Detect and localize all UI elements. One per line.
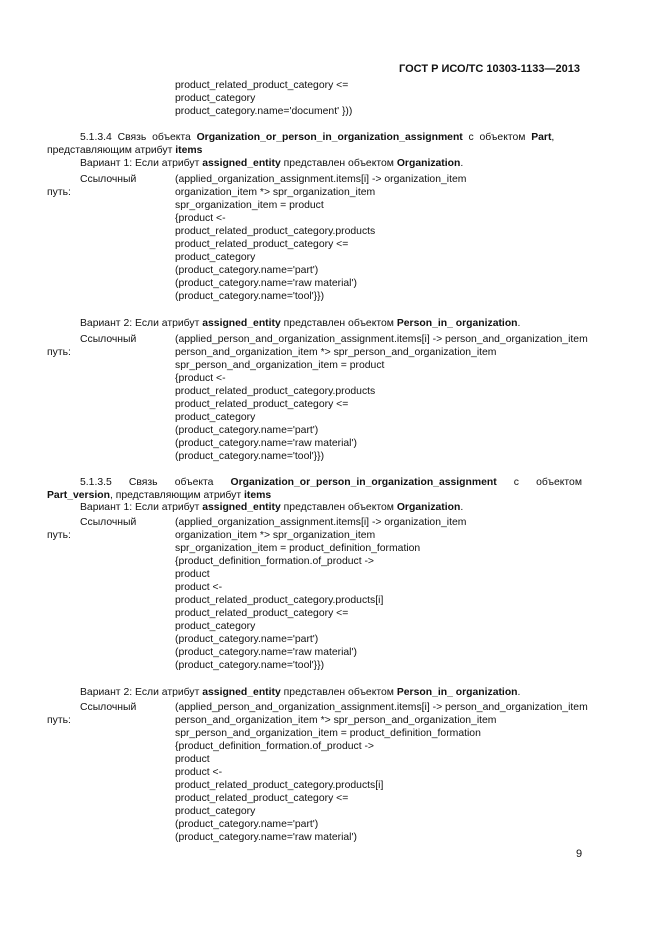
code-line: (product_category.name='raw material') bbox=[175, 278, 357, 289]
code-line: (product_category.name='raw material') bbox=[175, 647, 357, 658]
standard-header: ГОСТ Р ИСО/ТС 10303-1133—2013 bbox=[399, 63, 580, 75]
code-line: product_category bbox=[175, 806, 256, 817]
entity-name: Organization_or_person_in_organization_assignment bbox=[196, 132, 463, 143]
ref-path-label: Ссылочный bbox=[80, 702, 137, 713]
code-line: product_category bbox=[175, 412, 256, 423]
code-line: product_category.name='document' })) bbox=[175, 106, 353, 117]
variant-2-line: Вариант 2: Если атрибут assigned_entity представлен объектом Person_in_ organization. bbox=[80, 687, 521, 698]
code-line: spr_organization_item = product_definition_formation bbox=[175, 543, 421, 554]
code-line: product_related_product_category <= bbox=[175, 399, 349, 410]
code-line: product_related_product_category.products[i] bbox=[175, 595, 384, 606]
code-line: product <- bbox=[175, 582, 223, 593]
section-5135-heading-cont: Part_version, представляющим атрибут items bbox=[47, 490, 272, 501]
code-line: {product_definition_formation.of_product -> bbox=[175, 741, 374, 752]
code-line: spr_organization_item = product bbox=[175, 200, 324, 211]
code-line: organization_item *> spr_organization_item bbox=[175, 530, 376, 541]
code-line: product_related_product_category <= bbox=[175, 80, 349, 91]
code-line: (product_category.name='raw material') bbox=[175, 832, 357, 843]
code-line: (applied_organization_assignment.items[i] -> organization_item bbox=[175, 174, 467, 185]
ref-path-label: Ссылочный bbox=[80, 517, 137, 528]
target-entity: Part_version bbox=[47, 490, 110, 501]
code-line: spr_person_and_organization_item = product_definition_formation bbox=[175, 728, 481, 739]
code-line: {product <- bbox=[175, 373, 226, 384]
code-line: (product_category.name='tool'}}) bbox=[175, 291, 325, 302]
ref-path-label-cont: путь: bbox=[47, 715, 71, 726]
page-number: 9 bbox=[576, 848, 583, 860]
code-line: (product_category.name='tool'}}) bbox=[175, 660, 325, 671]
section-5135-heading: 5.1.3.5 Связь объекта Organization_or_person_in_organization_assignment с объектом bbox=[80, 477, 582, 488]
code-line: product_category bbox=[175, 621, 256, 632]
code-line: {product <- bbox=[175, 213, 226, 224]
code-line: product_related_product_category <= bbox=[175, 793, 349, 804]
code-line: product_related_product_category.products[i] bbox=[175, 780, 384, 791]
section-5134-heading-cont: представляющим атрибут items bbox=[47, 145, 203, 156]
code-line: (applied_organization_assignment.items[i] -> organization_item bbox=[175, 517, 467, 528]
code-line: (product_category.name='part') bbox=[175, 819, 319, 830]
code-line: product_category bbox=[175, 252, 256, 263]
code-line: {product_definition_formation.of_product -> bbox=[175, 556, 374, 567]
variant-2-line: Вариант 2: Если атрибут assigned_entity представлен объектом Person_in_ organization. bbox=[80, 318, 521, 329]
code-line: (product_category.name='tool'}}) bbox=[175, 451, 325, 462]
ref-path-label-cont: путь: bbox=[47, 530, 71, 541]
ref-path-label: Ссылочный bbox=[80, 334, 137, 345]
code-line: product bbox=[175, 754, 210, 765]
code-line: product_related_product_category.products bbox=[175, 226, 376, 237]
code-line: (product_category.name='part') bbox=[175, 265, 319, 276]
code-line: (product_category.name='part') bbox=[175, 425, 319, 436]
code-line: (product_category.name='raw material') bbox=[175, 438, 357, 449]
code-line: product <- bbox=[175, 767, 223, 778]
ref-path-label: Ссылочный bbox=[80, 174, 137, 185]
code-line: (product_category.name='part') bbox=[175, 634, 319, 645]
code-line: product_related_product_category <= bbox=[175, 608, 349, 619]
code-line: (applied_person_and_organization_assignment.items[i] -> person_and_organization_item bbox=[175, 702, 588, 713]
target-entity: Part bbox=[531, 132, 552, 143]
ref-path-label-cont: путь: bbox=[47, 347, 71, 358]
code-line: (applied_person_and_organization_assignment.items[i] -> person_and_organization_item bbox=[175, 334, 588, 345]
code-line: spr_person_and_organization_item = product bbox=[175, 360, 385, 371]
code-line: person_and_organization_item *> spr_person_and_organization_item bbox=[175, 347, 497, 358]
ref-path-label-cont: путь: bbox=[47, 187, 71, 198]
code-line: product_related_product_category.products bbox=[175, 386, 376, 397]
code-line: person_and_organization_item *> spr_person_and_organization_item bbox=[175, 715, 497, 726]
variant-1-line: Вариант 1: Если атрибут assigned_entity представлен объектом Organization. bbox=[80, 158, 464, 169]
entity-name: Organization_or_person_in_organization_assignment bbox=[230, 477, 497, 488]
code-line: product_category bbox=[175, 93, 256, 104]
section-5134-heading: 5.1.3.4 Связь объекта Organization_or_person_in_organization_assignment с объектом Part, bbox=[80, 132, 555, 143]
code-line: product bbox=[175, 569, 210, 580]
code-line: product_related_product_category <= bbox=[175, 239, 349, 250]
variant-1-line: Вариант 1: Если атрибут assigned_entity представлен объектом Organization. bbox=[80, 502, 464, 513]
code-line: organization_item *> spr_organization_item bbox=[175, 187, 376, 198]
